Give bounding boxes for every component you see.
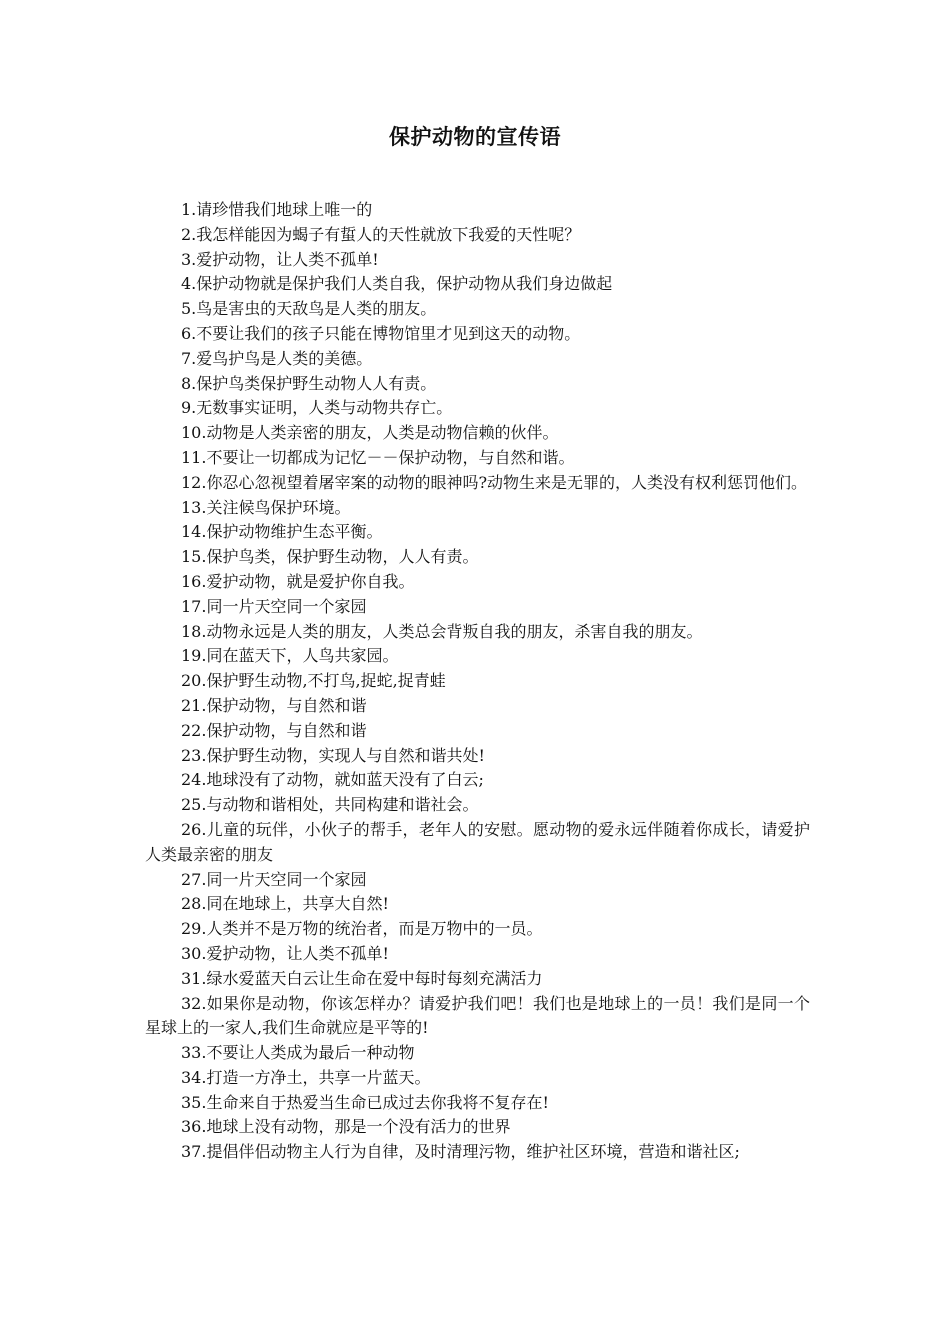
list-item: 27.同一片天空同一个家园 bbox=[181, 869, 367, 889]
list-item: 8.保护鸟类保护野生动物人人有责。 bbox=[181, 373, 437, 393]
list-item: 3.爱护动物，让人类不孤单! bbox=[181, 249, 379, 269]
list-item: 34.打造一方净土，共享一片蓝天。 bbox=[181, 1067, 431, 1087]
list-item: 18.动物永远是人类的朋友，人类总会背叛自我的朋友，杀害自我的朋友。 bbox=[181, 621, 703, 641]
list-item: 10.动物是人类亲密的朋友，人类是动物信赖的伙伴。 bbox=[181, 423, 559, 443]
list-item: 26.儿童的玩伴，小伙子的帮手，老年人的安慰。愿动物的爱永远伴随着你成长，请爱护人类最亲密的朋友 bbox=[145, 819, 810, 864]
list-item: 16.爱护动物，就是爱护你自我。 bbox=[181, 571, 415, 591]
list-item: 11.不要让一切都成为记忆－－保护动物，与自然和谐。 bbox=[181, 447, 575, 467]
list-item: 2.我怎样能因为蝎子有蜇人的天性就放下我爱的天性呢？ bbox=[181, 224, 581, 244]
list-item: 37.提倡伴侣动物主人行为自律，及时清理污物，维护社区环境，营造和谐社区; bbox=[181, 1142, 740, 1162]
list-item: 19.同在蓝天下，人鸟共家园。 bbox=[181, 646, 399, 666]
list-item: 13.关注候鸟保护环境。 bbox=[181, 497, 351, 517]
list-item: 7.爱鸟护鸟是人类的美德。 bbox=[181, 348, 373, 368]
list-item: 6.不要让我们的孩子只能在博物馆里才见到这天的动物。 bbox=[181, 323, 581, 343]
list-item: 23.保护野生动物，实现人与自然和谐共处! bbox=[181, 745, 485, 765]
list-item: 24.地球没有了动物，就如蓝天没有了白云; bbox=[181, 770, 484, 790]
list-item: 15.保护鸟类，保护野生动物，人人有责。 bbox=[181, 547, 479, 567]
list-item: 33.不要让人类成为最后一种动物 bbox=[181, 1043, 415, 1063]
list-item: 20.保护野生动物,不打鸟,捉蛇,捉青蛙 bbox=[181, 671, 446, 691]
page-title: 保护动物的宣传语 bbox=[389, 125, 561, 149]
list-item: 5.鸟是害虫的天敌鸟是人类的朋友。 bbox=[181, 299, 437, 319]
list-item: 32.如果你是动物，你该怎样办？请爱护我们吧！我们也是地球上的一员！我们是同一个星球上的一家人,我们生命就应是平等的! bbox=[145, 993, 810, 1038]
list-item: 28.同在地球上，共享大自然! bbox=[181, 894, 389, 914]
list-item: 21.保护动物，与自然和谐 bbox=[181, 695, 367, 715]
list-item: 14.保护动物维护生态平衡。 bbox=[181, 522, 383, 542]
list-item: 22.保护动物，与自然和谐 bbox=[181, 720, 367, 740]
list-item: 12.你忍心忽视望着屠宰案的动物的眼神吗?动物生来是无罪的，人类没有权利惩罚他们。 bbox=[181, 472, 808, 492]
list-item: 29.人类并不是万物的统治者，而是万物中的一员。 bbox=[181, 919, 543, 939]
list-item: 25.与动物和谐相处，共同构建和谐社会。 bbox=[181, 795, 479, 815]
slogan-list bbox=[145, 198, 810, 1165]
list-item: 36.地球上没有动物，那是一个没有活力的世界 bbox=[181, 1117, 511, 1137]
list-item: 31.绿水爱蓝天白云让生命在爱中每时每刻充满活力 bbox=[181, 968, 543, 988]
list-item: 17.同一片天空同一个家园 bbox=[181, 596, 367, 616]
list-item: 30.爱护动物，让人类不孤单! bbox=[181, 943, 389, 963]
list-item: 4.保护动物就是保护我们人类自我，保护动物从我们身边做起 bbox=[181, 274, 613, 294]
list-item: 9.无数事实证明，人类与动物共存亡。 bbox=[181, 398, 453, 418]
list-item: 35.生命来自于热爱当生命已成过去你我将不复存在! bbox=[181, 1092, 549, 1112]
list-item: 1.请珍惜我们地球上唯一的 bbox=[181, 200, 373, 219]
